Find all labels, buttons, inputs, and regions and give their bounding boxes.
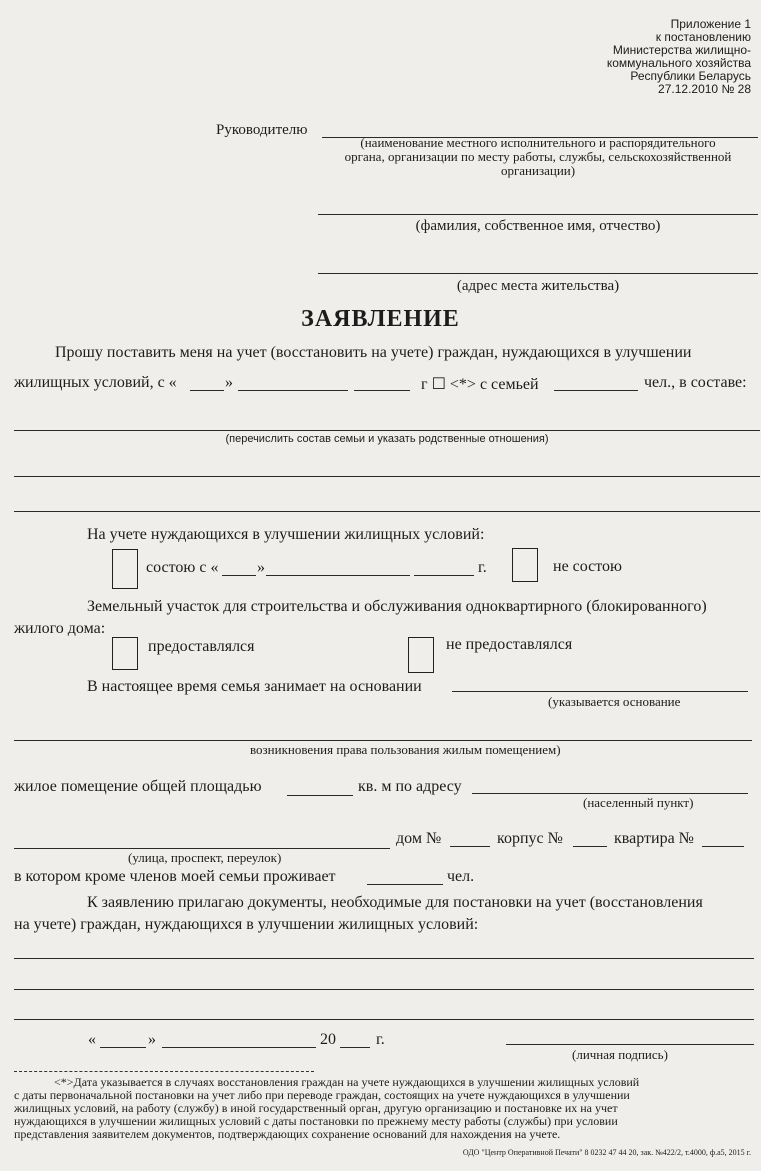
family-field-3[interactable] (14, 511, 760, 512)
registered-since-c: г. (478, 559, 487, 576)
signature-field[interactable] (506, 1044, 754, 1045)
attach-field-1[interactable] (14, 958, 754, 959)
settlement-hint: (населенный пункт) (583, 795, 694, 810)
land-not-provided-checkbox[interactable] (408, 637, 434, 673)
sign-year-prefix: 20 (320, 1031, 336, 1048)
sign-day-field[interactable] (100, 1047, 146, 1048)
residents-label-b: чел. (447, 868, 475, 885)
appendix-line: коммунального хозяйства (606, 56, 751, 70)
appendix-line: 27.12.2010 № 28 (658, 82, 751, 96)
land-not-provided-label: не предоставлялся (446, 636, 573, 653)
address-hint: (адрес места жительства) (456, 278, 620, 294)
name-hint: (фамилия, собственное имя, отчество) (415, 218, 661, 234)
building-field[interactable] (573, 846, 607, 847)
basis-field[interactable] (452, 691, 748, 692)
org-hint: (наименование местного исполнительного и распорядительного органа, организации по месту работы, службы, сельскохозяйственной организации) (344, 135, 732, 178)
sign-date-open: « (88, 1031, 96, 1048)
footnote-line: представления заявителем документов, подтверждающих сохранение оснований для нахождения на учете. (14, 1127, 561, 1141)
attach-field-2[interactable] (14, 989, 754, 990)
attach-field-3[interactable] (14, 1019, 754, 1020)
appendix-block (607, 18, 751, 96)
registered-year-field[interactable] (414, 575, 474, 576)
occupies-label: В настоящее время семья занимает на основании (87, 678, 422, 695)
document-title: ЗАЯВЛЕНИЕ (301, 306, 460, 332)
family-field-2[interactable] (14, 476, 760, 477)
family-field-1[interactable] (14, 430, 760, 431)
footnote-divider (14, 1071, 314, 1072)
request-line2-suffix: чел., в составе: (644, 374, 747, 391)
sign-year-suffix: г. (376, 1031, 385, 1048)
request-line2-close: » (225, 374, 233, 391)
land-provided-label: предоставлялся (148, 638, 255, 655)
apartment-field[interactable] (702, 846, 744, 847)
registered-heading: На учете нуждающихся в улучшении жилищных условий: (87, 526, 485, 543)
area-label-a: жилое помещение общей площадью (14, 778, 262, 795)
residents-label-a: в котором кроме членов моей семьи проживает (14, 868, 336, 885)
request-line2-g: г ☐ <*> с семьей (421, 376, 539, 393)
date-day-field[interactable] (190, 390, 224, 391)
footnote-line: нуждающихся в улучшении жилищных условий с даты постановки по прежнему месту работы (службы) при условии (14, 1114, 618, 1128)
appendix-line: Республики Беларусь (630, 69, 751, 83)
settlement-field[interactable] (472, 793, 748, 794)
registered-checkbox[interactable] (112, 549, 138, 589)
sign-year-field[interactable] (340, 1047, 370, 1048)
appendix-line: Министерства жилищно- (612, 43, 751, 57)
not-registered-label: не состою (553, 558, 622, 575)
registered-day-field[interactable] (222, 575, 256, 576)
street-field[interactable] (14, 848, 390, 849)
registered-since-b: » (257, 559, 265, 576)
attach-line1: К заявлению прилагаю документы, необходимые для постановки на учет (восстановления (87, 894, 703, 911)
date-month-field[interactable] (238, 390, 348, 391)
to-label: Руководителю (216, 122, 308, 138)
not-registered-checkbox[interactable] (512, 548, 538, 582)
house-field[interactable] (450, 846, 490, 847)
land-line2: жилого дома: (14, 620, 106, 637)
appendix-line: Приложение 1 (670, 17, 751, 31)
family-count-field[interactable] (554, 390, 638, 391)
basis-hint2: возникновения права пользования жилым помещением) (250, 742, 561, 757)
footnote (14, 1076, 754, 1141)
house-label: дом № (396, 830, 442, 847)
footnote-line: с даты первоначальной постановки на учет либо при переводе граждан, состоящих на учете нуждающихся в улучшении (14, 1088, 630, 1102)
footnote-line: <*>Дата указывается в случаях восстановления граждан на учете нуждающихся в улучшении жилищных условий (54, 1075, 640, 1089)
registered-month-field[interactable] (266, 575, 410, 576)
basis-field-2[interactable] (14, 740, 752, 741)
appendix-line: к постановлению (655, 30, 751, 44)
printer-imprint: ОДО "Центр Оперативной Печати" 8 0232 47 44 20, зак. №422/2, т.4000, ф.а5, 2015 г. (462, 1148, 751, 1157)
residents-field[interactable] (367, 884, 443, 885)
attach-line2: на учете) граждан, нуждающихся в улучшении жилищных условий: (14, 916, 479, 933)
registered-since-a: состою с « (146, 559, 219, 576)
footnote-line: жилищных условий, на работу (службу) в иной государственный орган, другую организацию и постановке их на учет (14, 1101, 618, 1115)
apartment-label: квартира № (614, 830, 694, 847)
area-field[interactable] (287, 795, 353, 796)
land-line1: Земельный участок для строительства и обслуживания одноквартирного (блокированного) (87, 598, 707, 615)
land-provided-checkbox[interactable] (112, 637, 138, 670)
basis-hint1: (указывается основание (548, 694, 681, 709)
request-line2-prefix: жилищных условий, с « (14, 374, 177, 391)
area-label-b: кв. м по адресу (358, 778, 462, 795)
sign-month-field[interactable] (162, 1047, 316, 1048)
signature-hint: (личная подпись) (572, 1047, 668, 1062)
address-field[interactable] (318, 273, 758, 274)
name-field[interactable] (318, 214, 758, 215)
street-hint: (улица, проспект, переулок) (128, 850, 282, 865)
sign-date-close: » (148, 1031, 156, 1048)
date-year-field[interactable] (354, 390, 410, 391)
request-text-line1: Прошу поставить меня на учет (восстановить на учете) граждан, нуждающихся в улучшении (55, 344, 692, 361)
building-label: корпус № (497, 830, 563, 847)
family-hint: (перечислить состав семьи и указать родственные отношения) (225, 433, 549, 445)
